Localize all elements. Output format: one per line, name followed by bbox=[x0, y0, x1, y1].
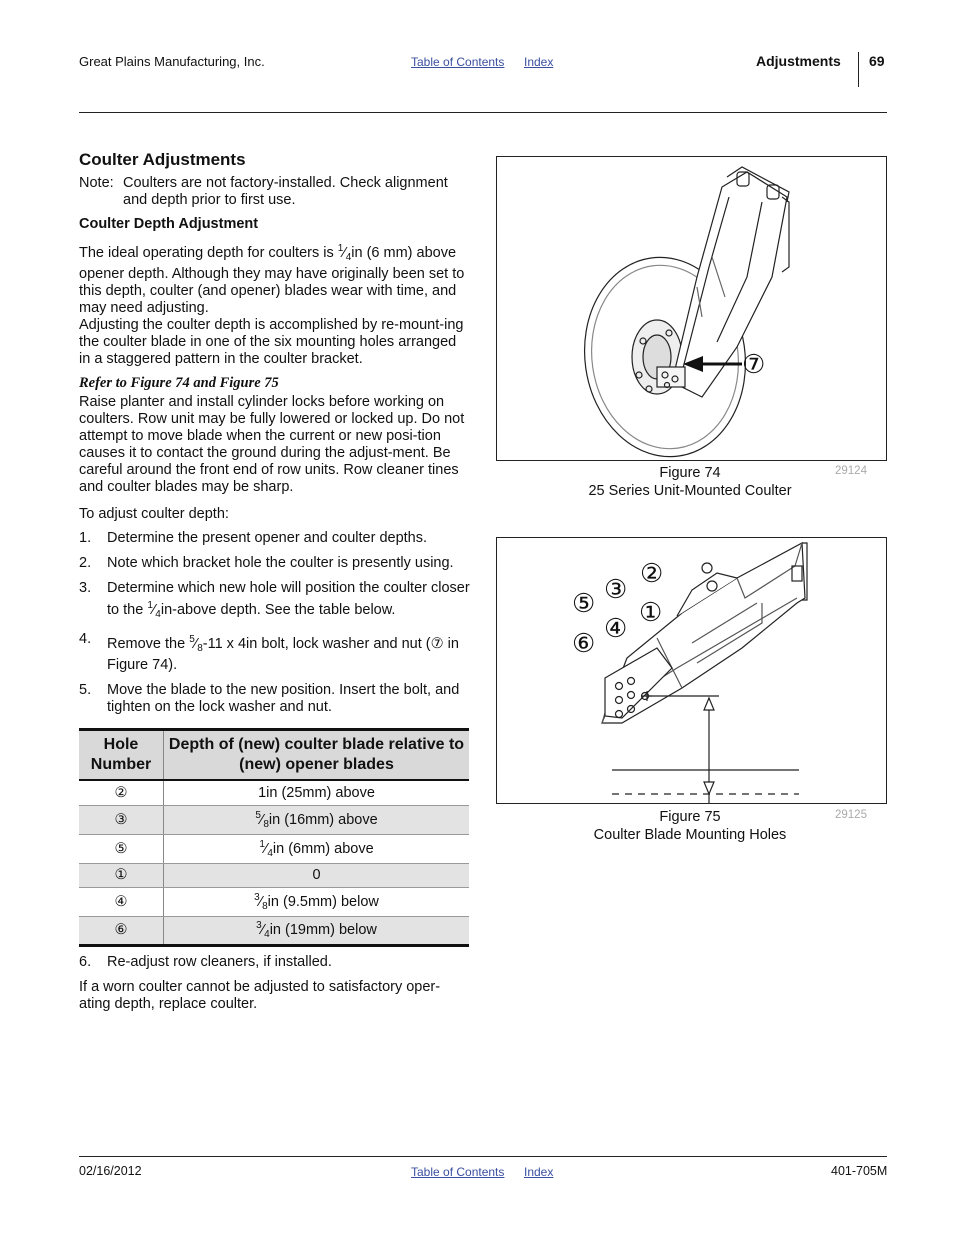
figure-74-image bbox=[496, 156, 887, 461]
paragraph-replace: If a worn coulter cannot be adjusted to satisfactory oper-ating depth, replace coulter. bbox=[79, 979, 441, 1012]
note-label: Note: bbox=[79, 175, 114, 191]
paragraph-safety: Raise planter and install cylinder locks before working on coulters. Row unit may be fully lowered or locked up. Do not attempt to move blade when the current or new posi-tion causes it to contact the ground during the adjust-ment. Be careful around the front end of row units. Row cleaner tines and coulter blades may be sharp. bbox=[79, 394, 465, 495]
index-link-header[interactable]: Index bbox=[524, 55, 554, 69]
table-header-depth: Depth of (new) coulter blade relative to (new) opener blades bbox=[164, 730, 470, 781]
hole-6-marker: ⑥ bbox=[572, 628, 596, 658]
hole-cell: ④ bbox=[79, 887, 164, 916]
figure-75-title: Coulter Blade Mounting Holes bbox=[593, 827, 787, 843]
figure-74-number: 29124 bbox=[835, 465, 867, 477]
header-rule bbox=[79, 112, 887, 113]
table-row bbox=[79, 780, 469, 805]
fraction: $^1⁄_4$ bbox=[337, 243, 352, 263]
figure-75-label: Figure 75 bbox=[659, 809, 721, 825]
coulter-illustration bbox=[497, 157, 886, 460]
depth-cell: $^1⁄_4in$ (6mm) above bbox=[164, 834, 470, 863]
index-link-footer[interactable]: Index bbox=[524, 1165, 554, 1179]
table-row bbox=[79, 863, 469, 887]
depth-cell: $^3⁄_4in$ (19mm) below bbox=[164, 916, 470, 945]
table-row bbox=[79, 916, 469, 945]
hole-2-marker: ② bbox=[640, 558, 664, 588]
depth-cell: 1in (25mm) above bbox=[164, 780, 470, 805]
figure-75-caption bbox=[540, 808, 840, 844]
depth-table bbox=[79, 728, 469, 947]
table-row bbox=[79, 834, 469, 863]
toc-link-footer[interactable]: Table of Contents bbox=[411, 1165, 505, 1179]
figure-75-number: 29125 bbox=[835, 809, 867, 821]
table-row bbox=[79, 887, 469, 916]
section-heading: Coulter Adjustments bbox=[79, 150, 246, 169]
step-six bbox=[79, 954, 471, 979]
list-item: 1. Determine the present opener and coulter depths. bbox=[79, 530, 428, 546]
depth-cell: $^5⁄_8in$ (16mm) above bbox=[164, 805, 470, 834]
figure-74-label: Figure 74 bbox=[659, 465, 721, 481]
hole-cell: ③ bbox=[79, 805, 164, 834]
company-name: Great Plains Manufacturing, Inc. bbox=[79, 54, 265, 69]
para1-text-b: in (6 mm) above opener depth. Although they may have originally been set to this depth, coulter (and opener) blades wear with time, and may need adjusting. bbox=[79, 245, 465, 316]
figure-74-title: 25 Series Unit-Mounted Coulter bbox=[588, 483, 792, 499]
toc-link-header[interactable]: Table of Contents bbox=[411, 55, 505, 69]
depth-cell: $^3⁄_8in$ (9.5mm) below bbox=[164, 887, 470, 916]
paragraph-remount: Adjusting the coulter depth is accomplished by re-mount-ing the coulter blade in one of the six mounting holes arranged in a staggered pattern in the coulter bracket. bbox=[79, 317, 464, 367]
hole-3-marker: ③ bbox=[604, 574, 628, 604]
hole-5-marker: ⑤ bbox=[572, 588, 596, 618]
figure-75-image bbox=[496, 537, 887, 804]
steps-intro: To adjust coulter depth: bbox=[79, 506, 229, 522]
list-item: 3. Determine which new hole will position the coulter closer to the $^1⁄_4in$-above depth. See the table below. bbox=[79, 580, 470, 620]
list-item: 5. Move the blade to the new position. Insert the bolt, and tighten on the lock washer and nut. bbox=[79, 682, 460, 715]
hole-1-marker: ① bbox=[639, 597, 663, 627]
document-number: 401-705M bbox=[831, 1164, 888, 1178]
table-header-hole: Hole Number bbox=[79, 730, 164, 781]
depth-cell: 0 bbox=[164, 863, 470, 887]
hole-4-marker: ④ bbox=[604, 613, 628, 643]
footer-rule bbox=[79, 1156, 887, 1157]
page-number: 69 bbox=[869, 53, 885, 69]
note-block bbox=[79, 175, 474, 209]
para1-text-a: The ideal operating depth for coulters is bbox=[79, 245, 338, 261]
paragraph-ideal-depth bbox=[79, 240, 471, 317]
steps-list bbox=[79, 530, 471, 724]
list-item: 6. Re-adjust row cleaners, if installed. bbox=[79, 954, 332, 970]
section-title: Adjustments bbox=[756, 53, 841, 69]
bracket-illustration bbox=[497, 538, 886, 803]
hole-cell: ⑤ bbox=[79, 834, 164, 863]
list-item: 4. Remove the $^5⁄_8-11$ x 4in bolt, lock washer and nut (⑦ in Figure 74). bbox=[79, 631, 459, 673]
table-row bbox=[79, 805, 469, 834]
figure-74-caption bbox=[540, 464, 840, 500]
list-item: 2. Note which bracket hole the coulter is presently using. bbox=[79, 555, 454, 571]
note-text: Coulters are not factory-installed. Check alignment and depth prior to first use. bbox=[123, 175, 448, 208]
hole-cell: ① bbox=[79, 863, 164, 887]
figure-reference: Refer to Figure 74 and Figure 75 bbox=[79, 375, 279, 391]
footer-date: 02/16/2012 bbox=[79, 1164, 142, 1178]
hole-cell: ② bbox=[79, 780, 164, 805]
subheading: Coulter Depth Adjustment bbox=[79, 216, 259, 232]
callout-7: ⑦ bbox=[742, 349, 766, 379]
header-divider bbox=[858, 52, 859, 87]
hole-cell: ⑥ bbox=[79, 916, 164, 945]
